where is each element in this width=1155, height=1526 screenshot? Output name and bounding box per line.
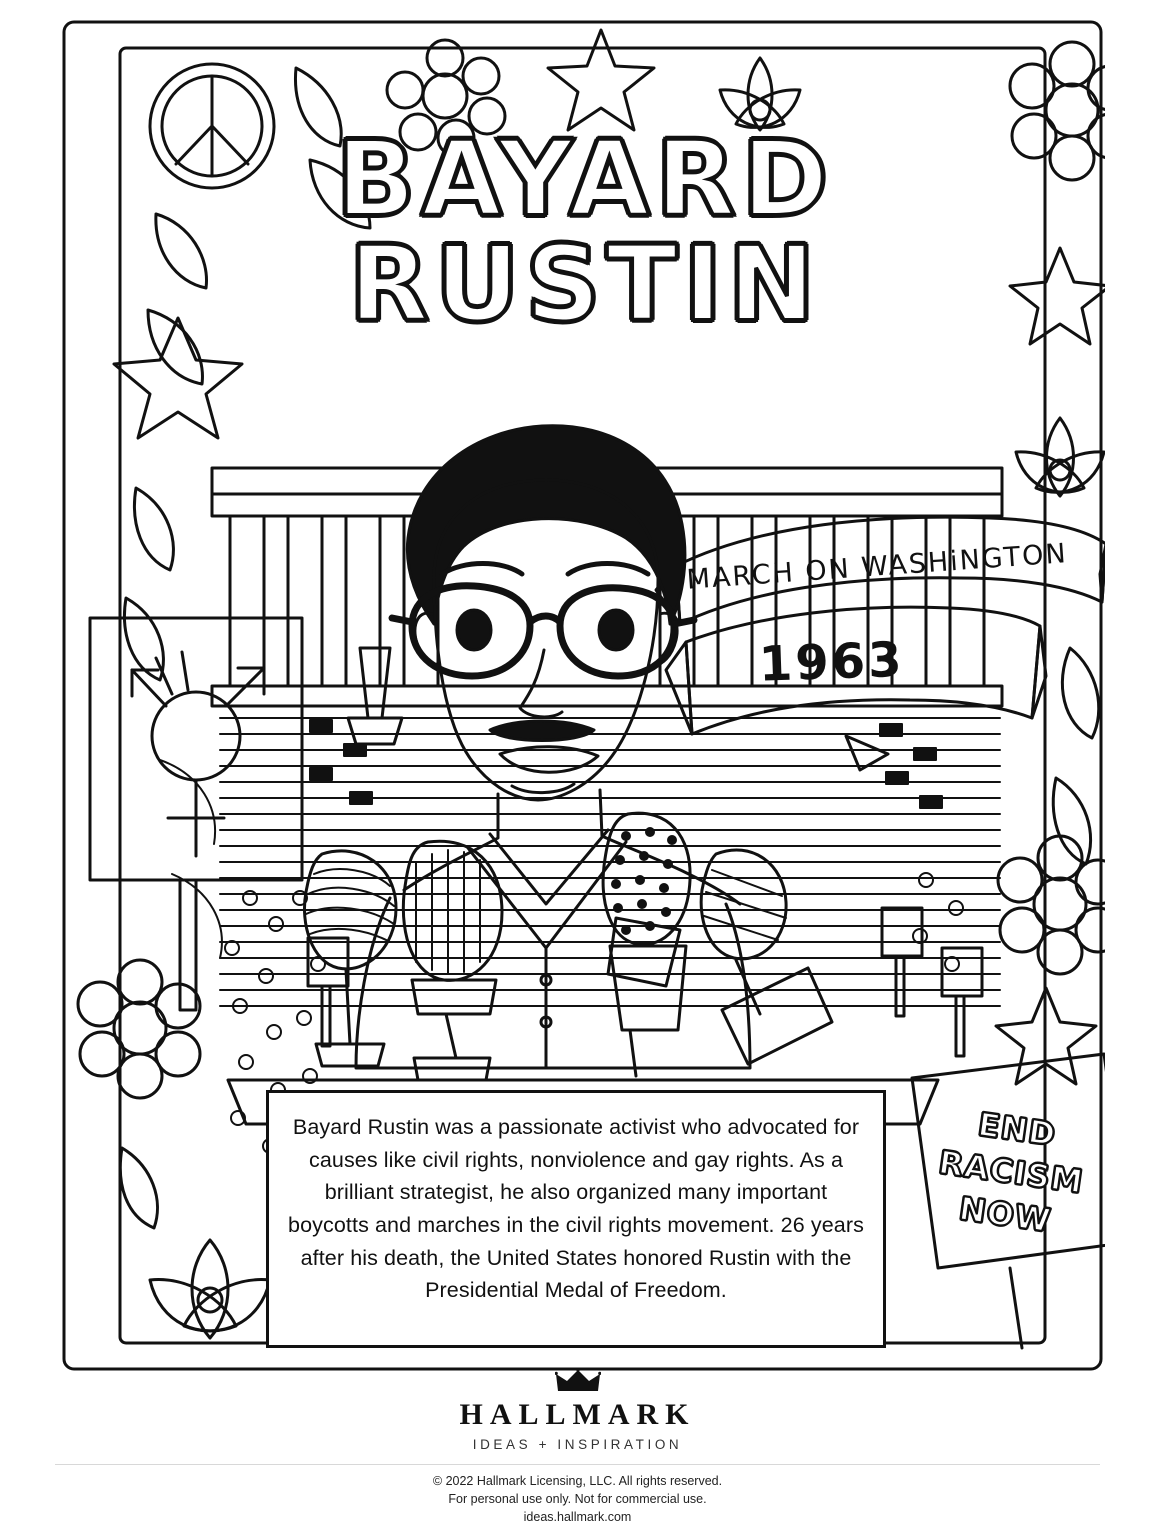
website-text: ideas.hallmark.com bbox=[0, 1509, 1155, 1526]
star-art bbox=[548, 30, 654, 130]
protest-sign-art bbox=[912, 1054, 1105, 1348]
divider bbox=[55, 1464, 1100, 1465]
star-art bbox=[1010, 248, 1105, 344]
caption-box bbox=[266, 1090, 886, 1348]
flower-art bbox=[78, 960, 200, 1098]
copyright-text: © 2022 Hallmark Licensing, LLC. All rights reserved. bbox=[0, 1473, 1155, 1491]
microphone-art bbox=[304, 813, 832, 1080]
star-art bbox=[114, 318, 242, 438]
protest-sign-line-2: RACISM bbox=[914, 1138, 1108, 1207]
portrait-art bbox=[356, 426, 750, 1068]
title-line-1: BAYARD bbox=[215, 130, 955, 229]
crown-icon bbox=[555, 1368, 601, 1394]
protest-sign-line-1: END bbox=[920, 1095, 1114, 1164]
leaf-art bbox=[720, 58, 800, 130]
peace-sign-art bbox=[150, 64, 274, 188]
footer bbox=[0, 1368, 1155, 1526]
leaf-art bbox=[160, 760, 222, 958]
title-line-2: RUSTIN bbox=[215, 235, 955, 334]
leaf-art bbox=[150, 1240, 270, 1338]
flower-art bbox=[387, 40, 505, 156]
flower-art bbox=[1010, 42, 1105, 180]
usage-text: For personal use only. Not for commercial use. bbox=[0, 1491, 1155, 1509]
banner-year: 1963 bbox=[758, 624, 1114, 692]
leaf-art bbox=[148, 68, 370, 384]
hallmark-tagline: IDEAS + INSPIRATION bbox=[0, 1437, 1155, 1452]
legal-block bbox=[0, 1464, 1155, 1526]
caption-text: Bayard Rustin was a passionate activist who advocated for causes like civil rights, nonviolence and gay rights. As a brilliant strategist, he also organized many important boycotts and marches in the civil rights movement. 26 years after his death, the United States honored Rustin with the Presidential Medal of Freedom. bbox=[287, 1111, 865, 1307]
hallmark-brand: HALLMARK bbox=[0, 1400, 1155, 1430]
leaf-art bbox=[1016, 418, 1104, 496]
banner-headline: MARCH ON WASHiNGTON bbox=[686, 536, 1107, 596]
protest-sign-line-3: NOW bbox=[908, 1181, 1102, 1250]
